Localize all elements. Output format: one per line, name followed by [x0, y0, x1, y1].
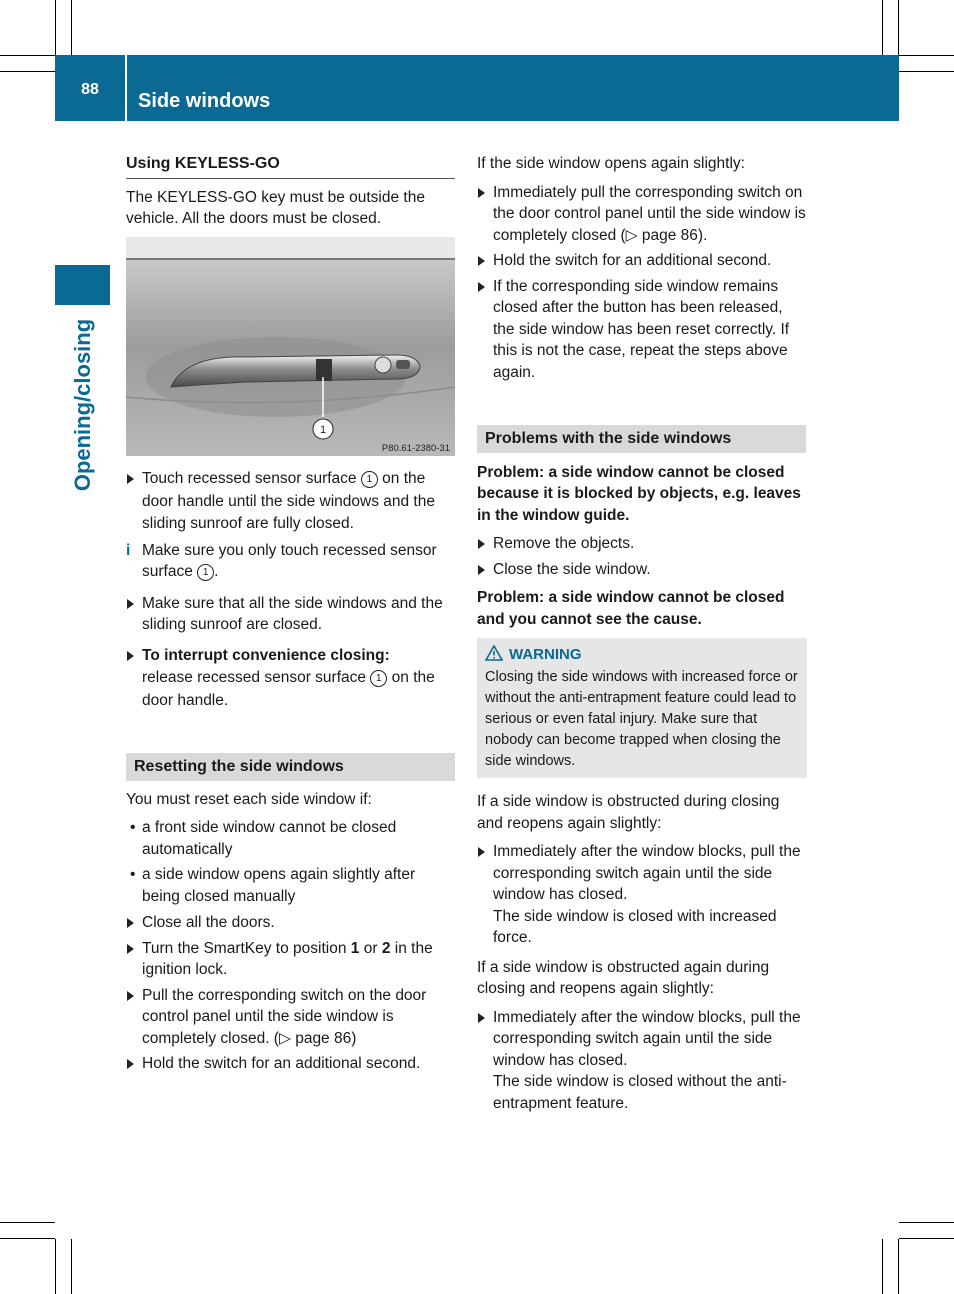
step-text: release recessed sensor surface: [142, 669, 367, 686]
step-interrupt: [126, 645, 457, 713]
arrow-icon: [478, 565, 485, 575]
problem-unknown-cause: Problem: a side window cannot be closed and you cannot see the cause.: [477, 589, 785, 628]
arrow-icon: [127, 474, 134, 484]
crop-mark: [882, 1239, 883, 1294]
warning-text: Closing the side windows with increased force or without the anti-entrapment feature could lead to serious or even fatal injury. Make sure that nobody can become trapped when closing the side windows.: [485, 669, 798, 769]
arrow-icon: [478, 282, 485, 292]
step-text: Make sure that all the side windows and the sliding sunroof are closed.: [142, 594, 443, 633]
door-handle-figure: [126, 237, 455, 456]
step-close-doors: [126, 912, 457, 934]
chapter-label: [55, 305, 110, 505]
step-text: Turn the SmartKey to position: [142, 939, 347, 957]
info-note: [126, 540, 457, 583]
step-pull-switch: [126, 985, 457, 1050]
crop-mark: [899, 1238, 954, 1239]
position-value: 2: [381, 939, 391, 957]
arrow-icon: [478, 188, 485, 198]
step-text: on the door handle until the side windows and the sliding sunroof are fully closed.: [142, 470, 435, 532]
arrow-icon: [127, 918, 134, 928]
step-text: Touch recessed sensor surface: [142, 470, 357, 487]
crop-mark: [898, 0, 899, 55]
step-pull-again-increased: [477, 841, 807, 949]
step-touch-sensor: [126, 468, 457, 536]
step-text: If the corresponding side window remains closed after the button has been released, the side window has been reset correctly. If this is not the case, repeat the steps above again.: [493, 277, 790, 381]
step-turn-key: [126, 938, 457, 981]
warning-heading: [485, 644, 799, 665]
step-reset-check: [477, 276, 807, 384]
arrow-icon: [127, 944, 134, 954]
arrow-icon: [127, 651, 134, 661]
crop-mark: [899, 71, 954, 72]
callout-number: 1: [370, 670, 387, 687]
reopen-intro: If the side window opens again slightly:: [477, 155, 745, 172]
crop-mark: [71, 1239, 72, 1294]
problem-blocked: Problem: a side window cannot be closed because it is blocked by objects, e.g. leaves in the window guide.: [477, 463, 801, 524]
step-result-text: The side window is closed without the anti-entrapment feature.: [493, 1073, 787, 1112]
step-text: Hold the switch for an additional second.: [493, 252, 772, 269]
keyless-intro: The KEYLESS-GO key must be outside the vehicle. All the doors must be closed.: [126, 188, 425, 227]
callout-number: 1: [361, 471, 378, 488]
step-check-closed: [126, 593, 457, 636]
step-hold-additional: [477, 250, 807, 272]
bullet-item: • a side window opens again slightly after being closed manually: [130, 866, 416, 905]
arrow-icon: [127, 599, 134, 609]
callout-number: 1: [197, 564, 214, 581]
right-column: [477, 153, 807, 1114]
warning-box: [477, 638, 807, 778]
warning-triangle-icon: [485, 645, 503, 661]
chapter-tab: [55, 265, 110, 305]
arrow-icon: [127, 991, 134, 1001]
step-text: Immediately after the window blocks, pull the corresponding switch again until the side window has closed.: [493, 1008, 801, 1069]
page-title: Side windows: [138, 90, 271, 112]
step-pull-immediately: [477, 182, 807, 247]
section-heading-resetting: Resetting the side windows: [126, 753, 455, 781]
chapter-label-text: Opening/closing: [69, 318, 95, 492]
header-divider: [125, 55, 127, 121]
step-text: Close all the doors.: [142, 914, 275, 931]
step-text: on the door handle.: [142, 669, 435, 709]
step-pull-again-no-antientrapment: [477, 1007, 807, 1115]
position-value: 1: [350, 939, 360, 957]
crop-mark: [899, 55, 954, 56]
step-text: Hold the switch for an additional second.: [142, 1055, 421, 1072]
section-heading-keyless-go: Using KEYLESS-GO: [126, 153, 455, 179]
section-heading-problems: Problems with the side windows: [477, 425, 806, 453]
crop-mark: [0, 1238, 55, 1239]
arrow-icon: [478, 847, 485, 857]
arrow-icon: [478, 1013, 485, 1023]
step-text: Remove the objects.: [493, 535, 635, 552]
step-text: Pull the corresponding switch on the door control panel until the side window is completely closed. (▷ page 86): [142, 986, 427, 1047]
crop-mark: [0, 1222, 55, 1223]
info-text: Make sure you only touch recessed sensor surface: [142, 541, 437, 580]
crop-mark: [899, 1222, 954, 1223]
left-column-lower: [126, 468, 457, 1075]
crop-mark: [71, 0, 72, 55]
obstructed-again-intro: If a side window is obstructed again during closing and reopens again slightly:: [477, 958, 770, 997]
step-close-window: [477, 559, 807, 581]
step-remove-objects: [477, 533, 807, 555]
info-text: .: [214, 563, 219, 580]
obstructed-intro: If a side window is obstructed during closing and reopens again slightly:: [477, 793, 780, 832]
arrow-icon: [478, 539, 485, 549]
bullet-text: a side window opens again slightly after being closed manually: [142, 866, 416, 905]
arrow-icon: [127, 1059, 134, 1069]
crop-mark: [882, 0, 883, 55]
page-number: 88: [81, 81, 99, 98]
step-text: or: [363, 939, 378, 957]
arrow-icon: [478, 256, 485, 266]
crop-mark: [0, 55, 55, 56]
step-text: Immediately pull the corresponding switch on the door control panel until the side window is completely closed (▷ page 86).: [493, 183, 806, 244]
bullet-text: a front side window cannot be closed automatically: [142, 819, 397, 858]
crop-mark: [55, 1239, 56, 1294]
warning-title: WARNING: [509, 646, 582, 663]
left-column: [126, 153, 455, 230]
step-text: Close the side window.: [493, 560, 651, 578]
step-bold-text: To interrupt convenience closing:: [142, 646, 390, 664]
figure-code: P80.61-2380-31: [381, 443, 450, 454]
crop-mark: [898, 1239, 899, 1294]
door-handle-illustration: [126, 237, 455, 456]
figure-callout: 1: [319, 424, 327, 436]
step-text: in the ignition lock.: [142, 939, 433, 978]
step-text: Immediately after the window blocks, pull the corresponding switch again until the side window has closed.: [493, 843, 801, 903]
reset-intro: You must reset each side window if:: [126, 790, 372, 808]
info-icon: i: [126, 541, 131, 559]
bullet-item: • a front side window cannot be closed automatically: [130, 819, 397, 858]
step-hold-switch: [126, 1053, 457, 1075]
step-result-text: The side window is closed with increased force.: [493, 907, 777, 946]
crop-mark: [0, 71, 55, 72]
crop-mark: [55, 0, 56, 55]
